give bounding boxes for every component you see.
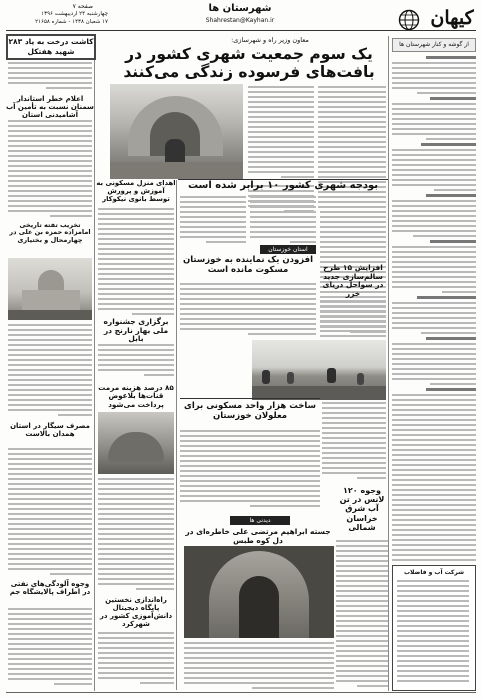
right-column-ad bbox=[392, 565, 476, 691]
section-email: Shahrestan@Kayhan.ir bbox=[205, 17, 275, 24]
khuzestan-headline: افزودن یک نماینده به خوزستان مسکوت مانده است bbox=[182, 255, 314, 275]
cave-photo bbox=[184, 546, 334, 638]
left-headline-2: تخریب تفته تاریخی امامزاده حمزه بن علی در چهارمحال و بختیاری bbox=[9, 221, 91, 244]
bottom-headline: جسته ابراهیم مرتضی علی خاطره‌ای در دل کوه طبس bbox=[185, 527, 331, 545]
shrine-photo bbox=[8, 258, 92, 320]
middle-headline-3: ۸۵ درصد هزینه مرمت قنات‌ها بلاعوض پرداخت می‌شود bbox=[98, 383, 174, 409]
vajh-text-bottom bbox=[336, 540, 388, 690]
middle-text-1 bbox=[98, 208, 174, 316]
housing-text bbox=[180, 430, 320, 510]
right-column-heading: از گوشه و کنار شهرستان ها bbox=[399, 41, 469, 48]
left-headline-4: وجوه آلودگی‌های نفتی در اطراف پالایشگاه جم bbox=[9, 580, 91, 597]
main-photo-alley bbox=[110, 84, 243, 179]
left-text-1 bbox=[8, 62, 92, 92]
housing-headline: ساخت هزار واحد مسکونی برای معلولان خوزستان bbox=[184, 401, 316, 421]
globe-icon bbox=[398, 9, 420, 31]
middle-headline-2: برگزاری جشنواره ملی بهار نارنج در بابل bbox=[103, 317, 169, 344]
vajh-headline: وجوه ۱۲۰ لانس در تن آب شرق خراسان شمالی bbox=[339, 486, 385, 532]
khuzestan-label: استان خوزستان bbox=[260, 245, 316, 254]
left-box-title: کاشت درخت به یاد ۲۸۳ شهید هفتکل bbox=[8, 37, 94, 56]
main-story-text-2 bbox=[248, 86, 314, 181]
left-headline-3: مصرف سیگار در استان همدان بالاست bbox=[10, 422, 90, 439]
qanat-photo bbox=[98, 412, 174, 474]
beach-photo bbox=[252, 340, 386, 400]
main-headline: یک سوم جمعیت شهری کشور در بافت‌های فرسوده زندگی می‌کنند bbox=[123, 45, 375, 81]
middle-headline-4: راه‌اندازی نخستین پایگاه دیجیتال دانش‌آموزی کشور در شهرکرد bbox=[99, 596, 173, 629]
left-text-2 bbox=[8, 120, 92, 220]
bottom-text bbox=[184, 642, 334, 692]
left-headline-1: اعلام خطر استاندار سمنان نسبت به تأمین آب آشامیدنی استان bbox=[6, 95, 94, 120]
ad-title: شرکت آب و فاضلاب bbox=[403, 569, 465, 576]
budget-headline: بودجه شهری کشور ۱۰ برابر شده است bbox=[187, 180, 379, 191]
khuzestan-text bbox=[180, 283, 316, 335]
middle-text-4 bbox=[98, 632, 174, 690]
middle-text-3 bbox=[98, 478, 174, 592]
middle-headline-1: اهدای منزل مسکونی به آموزش و پرورش توسط بانوی نیکوکار bbox=[96, 179, 176, 203]
left-text-3 bbox=[8, 324, 92, 420]
issue-meta: ۱۷ شعبان ۱۴۳۸ - شماره ۲۱۶۵۸ bbox=[35, 19, 108, 25]
masthead-logo: کیهان bbox=[430, 7, 474, 29]
right-column-text bbox=[392, 56, 476, 561]
bottom-label: دیدنی ها bbox=[230, 516, 290, 525]
page-label: صفحه ۷ bbox=[72, 3, 93, 10]
middle-text-2 bbox=[98, 344, 174, 378]
issue-date: چهارشنبه ۲۴ اردیبهشت ۱۳۹۶ bbox=[41, 11, 108, 17]
budget-text-3 bbox=[180, 196, 246, 246]
salsalari-headline: افزایش ۱۵ طرح سالم‌سازی جدید در سواحل دریای خزر bbox=[322, 263, 384, 298]
right-column-heading-box bbox=[392, 38, 476, 52]
left-text-4 bbox=[8, 448, 92, 578]
section-title: شهرستان ها bbox=[208, 3, 272, 14]
masthead-divider bbox=[6, 30, 476, 31]
vajh-text-left bbox=[322, 402, 386, 482]
left-text-5 bbox=[8, 608, 92, 690]
budget-text-2 bbox=[250, 196, 316, 246]
left-box bbox=[6, 34, 96, 60]
main-kicker: معاون وزیر راه و شهرسازی: bbox=[231, 36, 309, 44]
